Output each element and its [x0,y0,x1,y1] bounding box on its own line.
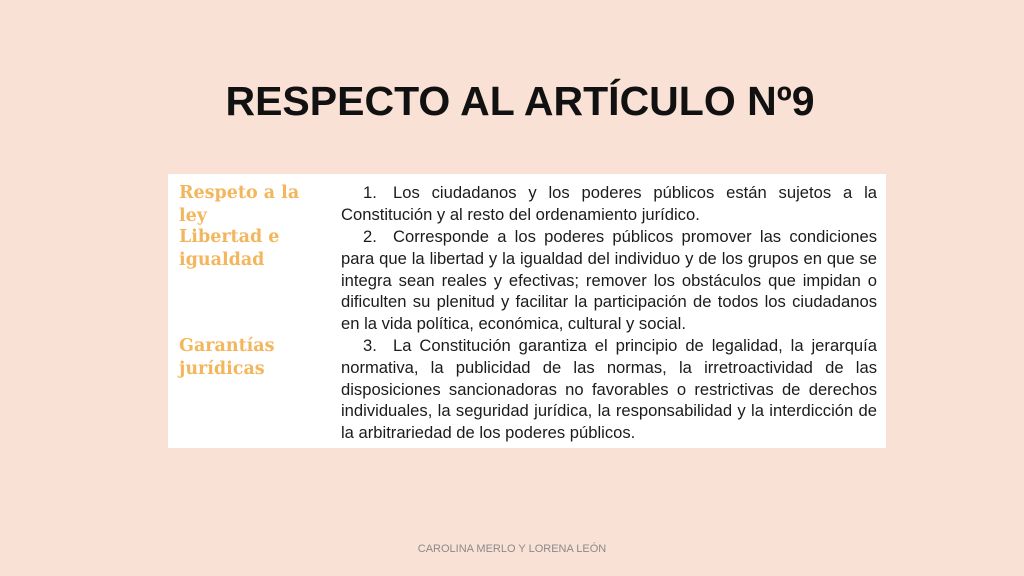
section-body-2 [341,226,877,335]
section-body-1 [341,182,877,226]
section-text-1: Los ciudadanos y los poderes públicos están sujetos a la Constitución y al resto del ordenamiento jurídico. [341,183,877,224]
article-9-text-panel [168,174,886,448]
section-body-3 [341,335,877,444]
slide-title: RESPECTO AL ARTÍCULO Nº9 [225,78,815,124]
section-label-garantias: Garantías jurídicas [179,336,275,379]
section-label-respeto: Respeto a la ley [179,183,300,226]
section-text-3: La Constitución garantiza el principio de legalidad, la jerarquía normativa, la publicidad de las normas, la irretroactividad de las disposiciones sancionadoras no favorables o restrictivas de derechos individuales, la seguridad jurídica, la responsabilidad y la interdicción de la arbitrariedad de los poderes públicos. [341,336,877,443]
section-label-libertad: Libertad e igualdad [179,227,280,270]
section-number-1: 1. [363,183,377,202]
section-text-2: Corresponde a los poderes públicos promover las condiciones para que la libertad y la igualdad del individuo y de los grupos en que se integra sean reales y efectivas; remover los obstáculos que impidan o dificulten su plenitud y facilitar la participación de todos los ciudadanos en la vida política, económica, cultural y social. [341,227,877,334]
slide-footer: CAROLINA MERLO Y LORENA LEÓN [417,543,607,555]
section-number-3: 3. [363,336,377,355]
section-number-2: 2. [363,227,377,246]
